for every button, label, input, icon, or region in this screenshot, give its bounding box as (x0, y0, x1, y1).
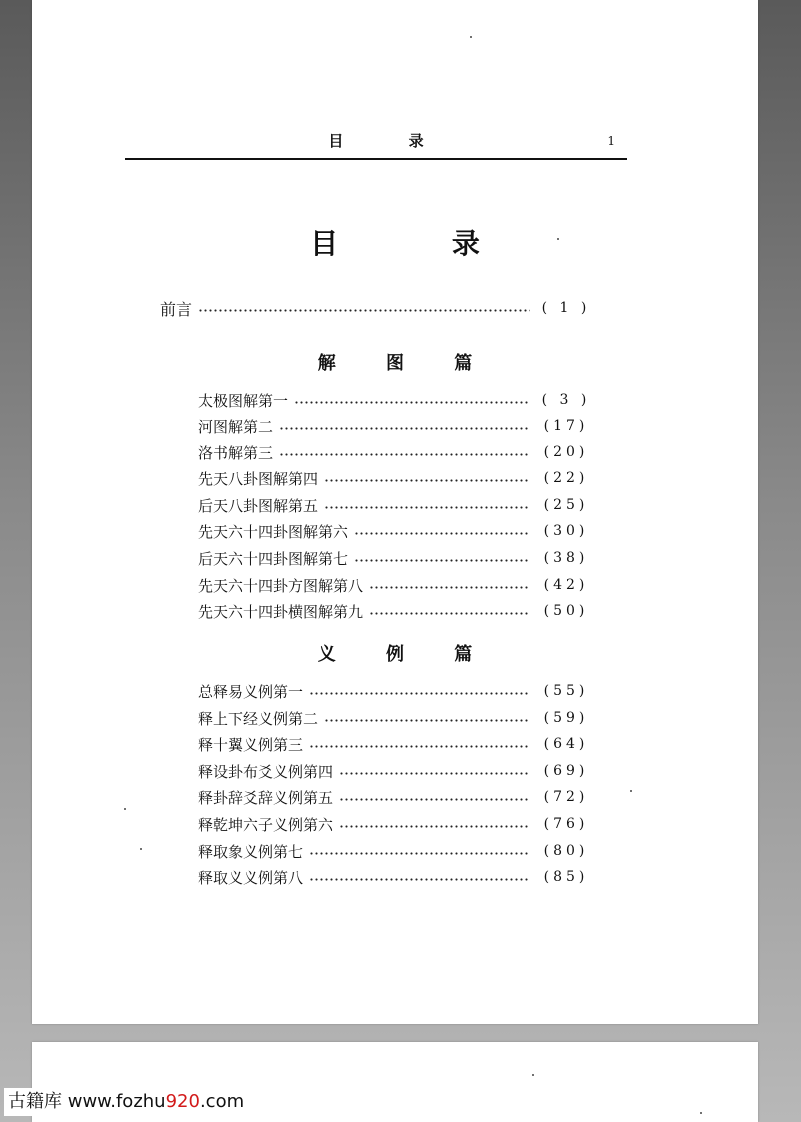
toc-entry-label: 释取义义例第八 (198, 868, 304, 887)
toc-entry-page: (69) (543, 763, 589, 779)
toc-entry-page: (25) (543, 497, 589, 513)
toc-entry-label: 先天六十四卦方图解第八 (198, 576, 364, 595)
toc-entry-label: 释乾坤六子义例第六 (198, 815, 334, 834)
toc-entry[interactable] (198, 785, 594, 809)
toc-entry[interactable] (198, 679, 594, 703)
toc-entry-label: 释取象义例第七 (198, 842, 304, 861)
dot-leader (324, 506, 530, 509)
toc-entry[interactable] (198, 466, 594, 490)
page-number: 1 (607, 134, 615, 148)
dot-leader (339, 825, 530, 828)
toc-entry[interactable] (198, 546, 594, 570)
toc-entry-label: 先天六十四卦图解第六 (198, 522, 349, 541)
toc-entry-page: (22) (543, 470, 589, 486)
toc-entry-page: (76) (543, 816, 589, 832)
toc-entry-label: 后天八卦图解第五 (198, 496, 319, 515)
toc-entry[interactable] (198, 865, 594, 889)
scan-speck (124, 808, 126, 810)
toc-entry-label: 前言 (160, 299, 193, 319)
dot-leader (324, 479, 530, 482)
toc-entry[interactable] (198, 388, 594, 412)
toc-entry-label: 释设卦布爻义例第四 (198, 762, 334, 781)
toc-entry-preface[interactable] (160, 296, 594, 320)
dot-leader (369, 612, 530, 615)
scan-speck (630, 790, 632, 792)
toc-entry[interactable] (198, 573, 594, 597)
running-header-title: 目 录 (328, 132, 454, 150)
dot-leader (279, 427, 530, 430)
toc-entry-page: (72) (543, 789, 589, 805)
toc-entry[interactable] (198, 493, 594, 517)
site-watermark (4, 1088, 248, 1116)
toc-entry-page: (55) (543, 683, 589, 699)
watermark-url-prefix: www.fozhu (67, 1091, 166, 1112)
toc-entry-page: (50) (543, 603, 589, 619)
toc-entry[interactable] (198, 839, 594, 863)
dot-leader (294, 401, 530, 404)
toc-entry-page: (20) (543, 444, 589, 460)
scan-speck (470, 36, 472, 38)
toc-entry-page: ( 3 ) (541, 392, 591, 408)
dot-leader (309, 852, 530, 855)
toc-entry-page: (59) (543, 710, 589, 726)
toc-entry-page: (17) (543, 418, 589, 434)
toc-entry-label: 后天六十四卦图解第七 (198, 549, 349, 568)
watermark-site-name: 古籍库 (8, 1091, 62, 1112)
watermark-url-number: 920 (165, 1091, 200, 1112)
dot-leader (339, 772, 530, 775)
toc-entry[interactable] (198, 812, 594, 836)
toc-entry-page: (85) (543, 869, 589, 885)
toc-entry-label: 河图解第二 (198, 417, 274, 436)
dot-leader (309, 692, 530, 695)
toc-entry-page: (38) (543, 550, 589, 566)
dot-leader (369, 586, 530, 589)
toc-entry[interactable] (198, 440, 594, 464)
toc-entry-label: 释十翼义例第三 (198, 735, 304, 754)
toc-entry[interactable] (198, 414, 594, 438)
dot-leader (198, 309, 530, 312)
section-heading-yili: 义 例 篇 (317, 644, 495, 665)
toc-entry[interactable] (198, 519, 594, 543)
toc-entry-label: 先天六十四卦横图解第九 (198, 602, 364, 621)
dot-leader (339, 798, 530, 801)
section-heading-jietu: 解 图 篇 (317, 353, 495, 374)
toc-entry-page: (30) (543, 523, 589, 539)
toc-entry-page: (64) (543, 736, 589, 752)
scan-speck (140, 848, 142, 850)
dot-leader (354, 559, 530, 562)
dot-leader (354, 532, 530, 535)
scan-speck (532, 1074, 534, 1076)
toc-entry-page: ( 1 ) (541, 300, 591, 316)
dot-leader (279, 453, 530, 456)
toc-entry[interactable] (198, 599, 594, 623)
toc-entry-label: 太极图解第一 (198, 391, 289, 410)
toc-entry[interactable] (198, 732, 594, 756)
toc-entry-label: 洛书解第三 (198, 443, 274, 462)
running-header (125, 128, 627, 160)
watermark-url-suffix: .com (199, 1091, 245, 1112)
toc-title: 目 录 (310, 227, 532, 260)
toc-entry[interactable] (198, 706, 594, 730)
toc-entry-label: 释卦辞爻辞义例第五 (198, 788, 334, 807)
toc-entry-label: 释上下经义例第二 (198, 709, 319, 728)
toc-entry-page: (42) (543, 577, 589, 593)
toc-entry-label: 先天八卦图解第四 (198, 469, 319, 488)
scan-speck (700, 1112, 702, 1114)
toc-entry[interactable] (198, 759, 594, 783)
toc-entry-label: 总释易义例第一 (198, 682, 304, 701)
dot-leader (309, 745, 530, 748)
dot-leader (309, 878, 530, 881)
scan-speck (557, 238, 559, 240)
document-page (32, 0, 758, 1024)
toc-entry-page: (80) (543, 843, 589, 859)
dot-leader (324, 719, 530, 722)
